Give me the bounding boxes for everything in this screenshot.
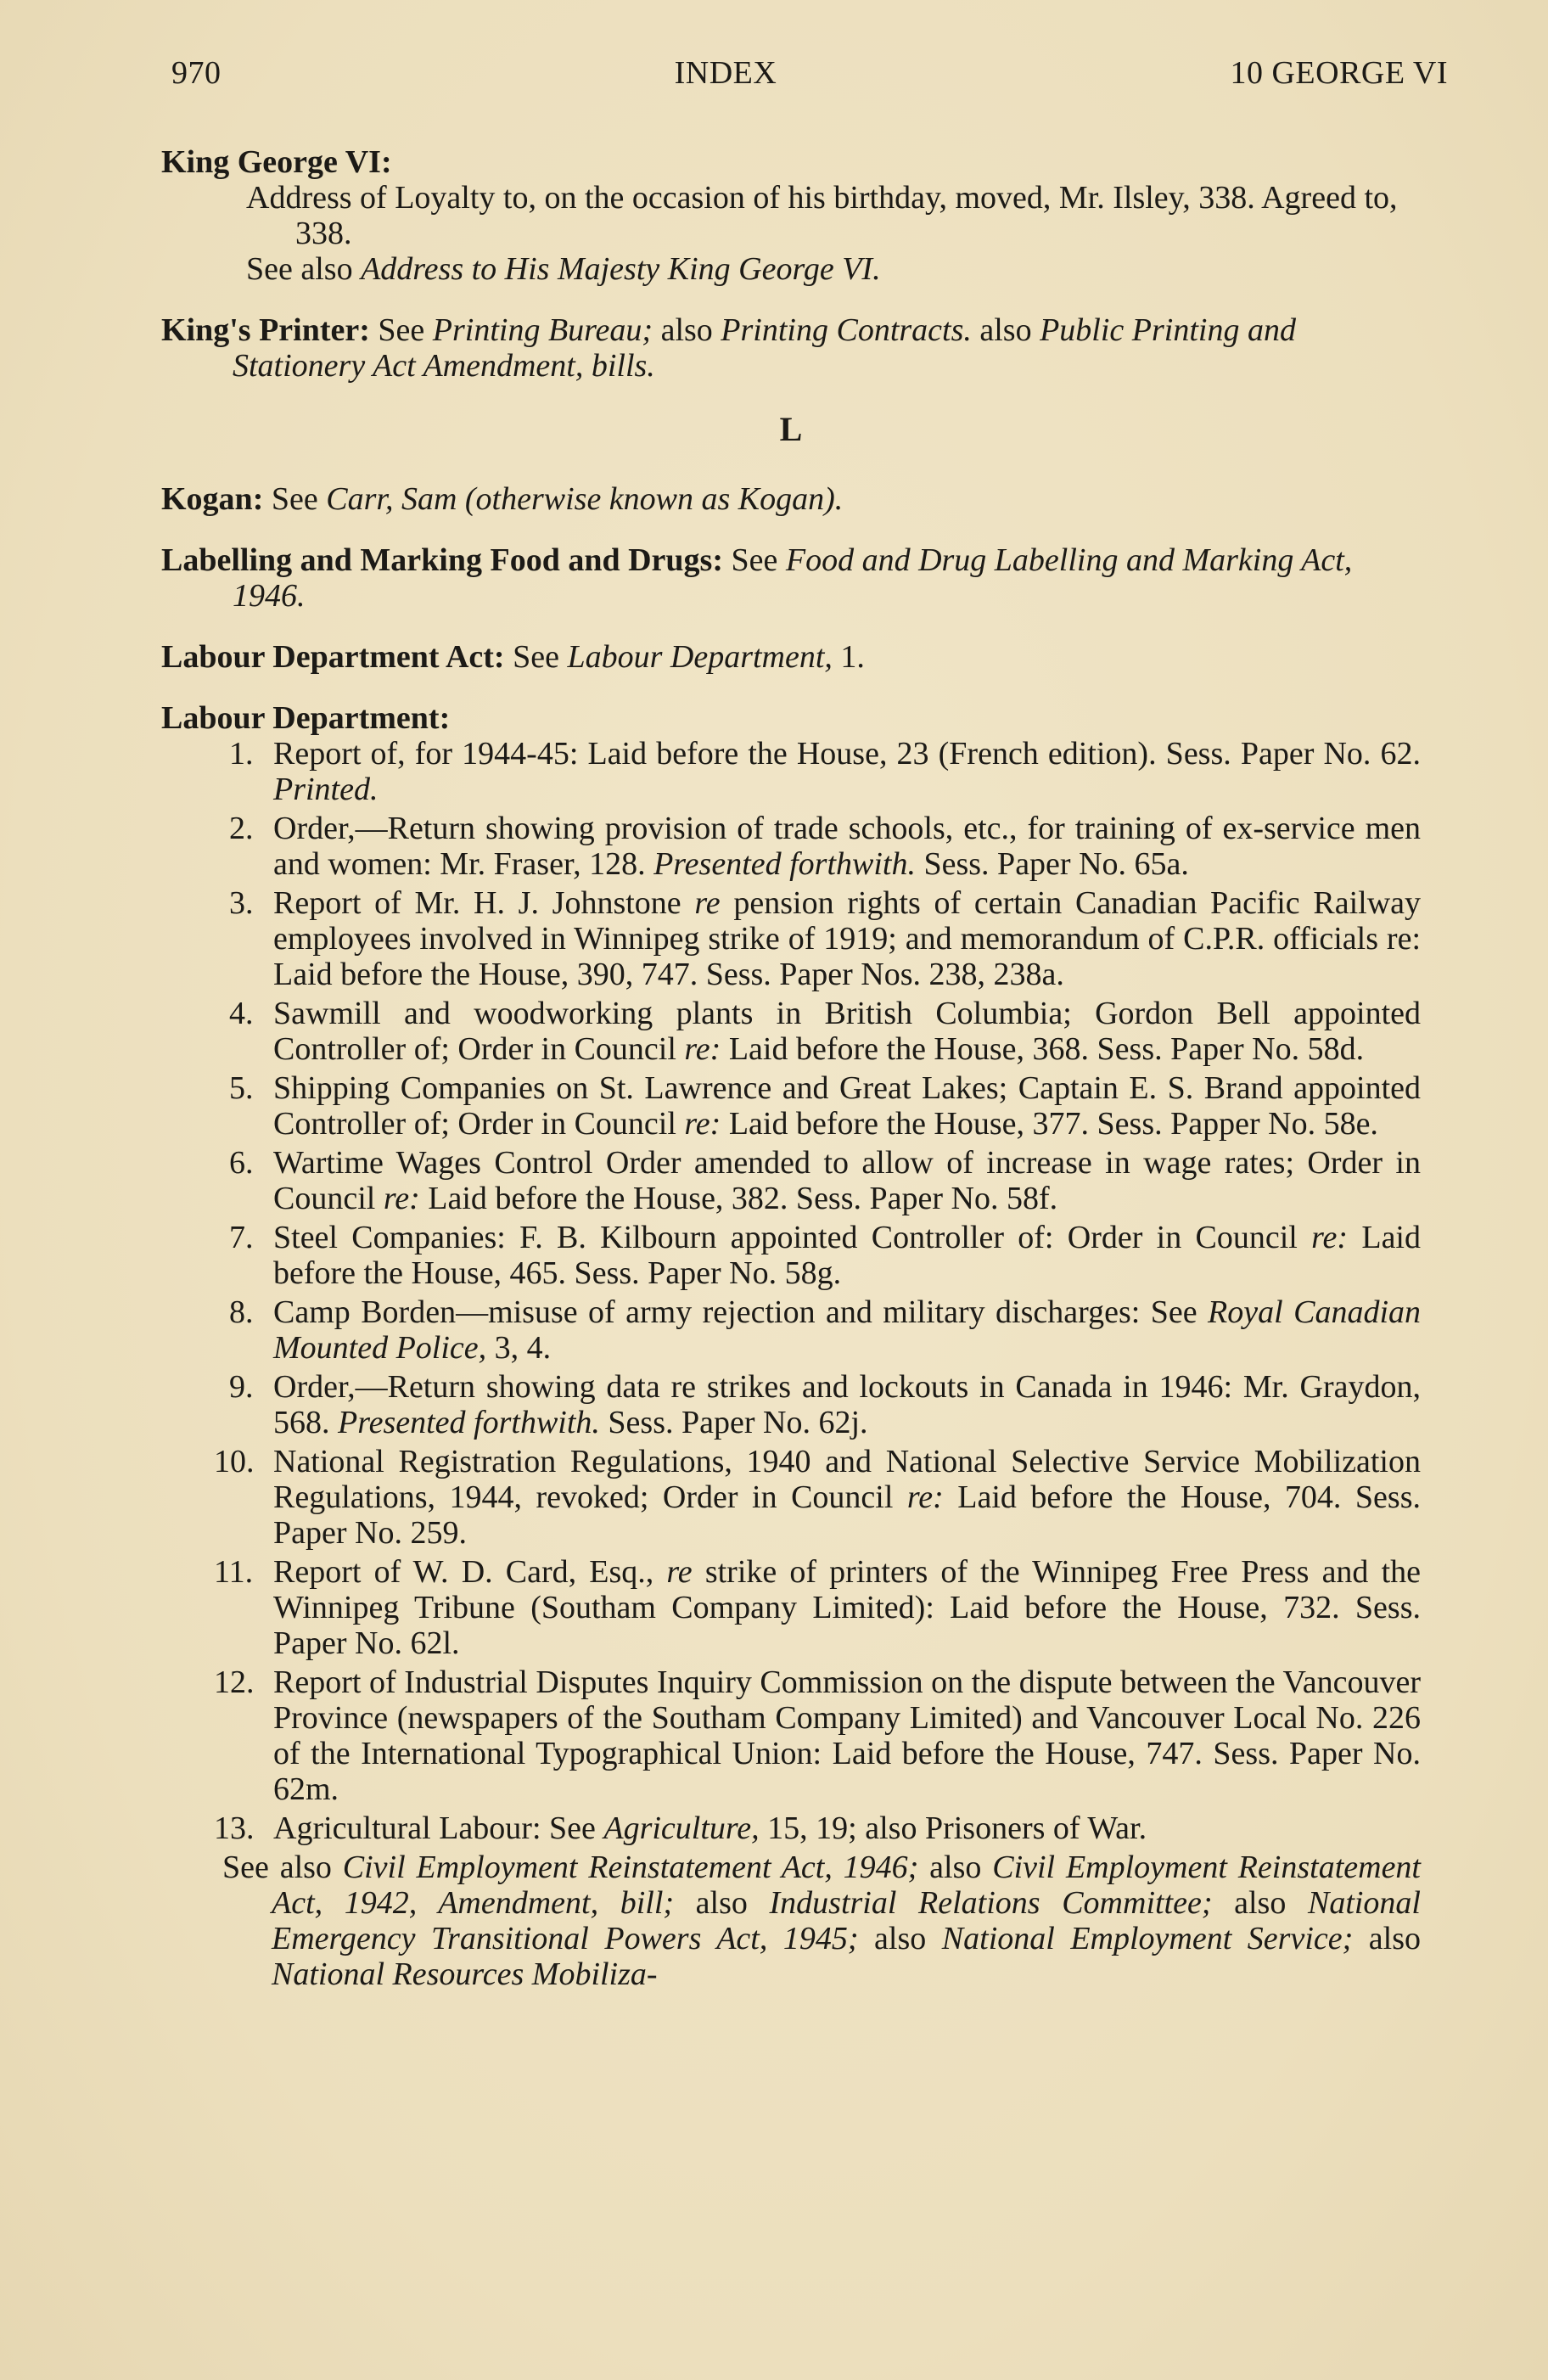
running-head [161, 54, 1448, 92]
headword: Labelling and Marking Food and Drugs: [161, 542, 723, 578]
cross-reference: Carr, Sam (otherwise known as Kogan). [326, 481, 844, 517]
headword: Labour Department: [161, 700, 451, 736]
list-item: 11. Report of W. D. Card, Esq., re strike of printers of the Winnipeg Free Press and the Winnipeg Tribune (Southam Company Limited): Laid before the House, 732. Sess. Paper No. 62l. [214, 1554, 1421, 1661]
list-item: 7. Steel Companies: F. B. Kilbourn appointed Controller of: Order in Council re: Laid before the House, 465. Sess. Paper No. 58g. [229, 1220, 1421, 1291]
entry-kings-printer: King's Printer: See Printing Bureau; also Printing Contracts. also Public Printing and Stationery Act Amendment, bills. [161, 312, 1296, 384]
entry-labour-department-act: Labour Department Act: See Labour Department, 1. [161, 639, 865, 675]
section-letter: L [779, 410, 803, 448]
list-item: 8. Camp Borden—misuse of army rejection and military discharges: See Royal Canadian Mounted Police, 3, 4. [229, 1294, 1421, 1366]
list-item: 5. Shipping Companies on St. Lawrence and Great Lakes; Captain E. S. Brand appointed Controller of; Order in Council re: Laid before the House, 377. Sess. Papper No. 58e. [229, 1070, 1421, 1142]
subentry-list [161, 736, 1421, 1846]
list-item: 13. Agricultural Labour: See Agriculture, 15, 19; also Prisoners of War. [214, 1810, 1147, 1846]
page-number: 970 [171, 55, 222, 91]
cross-reference: Labour Department, [567, 639, 833, 675]
cross-reference: Public Printing and Stationery Act Amendment, bills. [233, 312, 1296, 384]
list-item: 2. Order,—Return showing provision of trade schools, etc., for training of ex-service men and women: Mr. Fraser, 128. Presented forthwith. Sess. Paper No. 65a. [229, 811, 1421, 882]
list-item: 6. Wartime Wages Control Order amended to allow of increase in wage rates; Order in Council re: Laid before the House, 382. Sess. Paper No. 58f. [229, 1145, 1421, 1216]
list-item: 12. Report of Industrial Disputes Inquiry Commission on the dispute between the Vancouver Province (newspapers of the Southam Company Limited) and Vancouver Local No. 226 of the International Typographical Union: Laid before the House, 747. Sess. Paper No. 62m. [214, 1664, 1421, 1807]
session-label: 10 GEORGE VI [1230, 55, 1448, 91]
entry-text: Address of Loyalty to, on the occasion of his birthday, moved, Mr. Ilsley, 338. Agreed to, 338. [246, 180, 1398, 251]
section-title: INDEX [674, 55, 777, 91]
list-item: 9. Order,—Return showing data re strikes and lockouts in Canada in 1946: Mr. Graydon, 568. Presented forthwith. Sess. Paper No. 62j. [229, 1369, 1421, 1440]
cross-reference: Food and Drug Labelling and Marking Act, 1946. [233, 542, 1353, 614]
list-item: 3. Report of Mr. H. J. Johnstone re pension rights of certain Canadian Pacific Railway employees involved in Winnipeg strike of 1919; and memorandum of C.P.R. officials re: Laid before the House, 390, 747. Sess. Paper Nos. 238, 238a. [229, 885, 1422, 992]
headword: Labour Department Act: [161, 639, 505, 675]
headword: King's Printer: [161, 312, 370, 348]
list-item: 10. National Registration Regulations, 1940 and National Selective Service Mobilization Regulations, 1944, revoked; Order in Council re: Laid before the House, 704. Sess. Paper No. 259. [214, 1444, 1421, 1551]
cross-reference: Printing Bureau; [432, 312, 653, 348]
cross-reference: Address to His Majesty King George VI. [361, 251, 881, 287]
entry-king-george [161, 144, 1421, 287]
entry-kogan: Kogan: See Carr, Sam (otherwise known as Kogan). [161, 481, 844, 517]
list-item: 1. Report of, for 1944-45: Laid before the House, 23 (French edition). Sess. Paper No. 62. Printed. [229, 736, 1421, 807]
list-item: 4. Sawmill and woodworking plants in British Columbia; Gordon Bell appointed Controller of; Order in Council re: Laid before the House, 368. Sess. Paper No. 58d. [229, 996, 1421, 1067]
entry-labelling: Labelling and Marking Food and Drugs: See Food and Drug Labelling and Marking Act, 1946. [161, 542, 1353, 614]
headword: King George VI: [161, 144, 392, 180]
cross-reference: Printing Contracts. [721, 312, 972, 348]
headword: Kogan: [161, 481, 264, 517]
entry-labour-department [161, 700, 1421, 1992]
see-also-line: See also Address to His Majesty King George VI. [246, 251, 881, 287]
see-also-line: See also Civil Employment Reinstatement Act, 1946; also Civil Employment Reinstatement Act, 1942, Amendment, bill; also Industrial Relations Committee; also National Emergency Transitional Powers Act, 1945; also National Employment Service; also National Resources Mobiliza- [222, 1850, 1421, 1992]
